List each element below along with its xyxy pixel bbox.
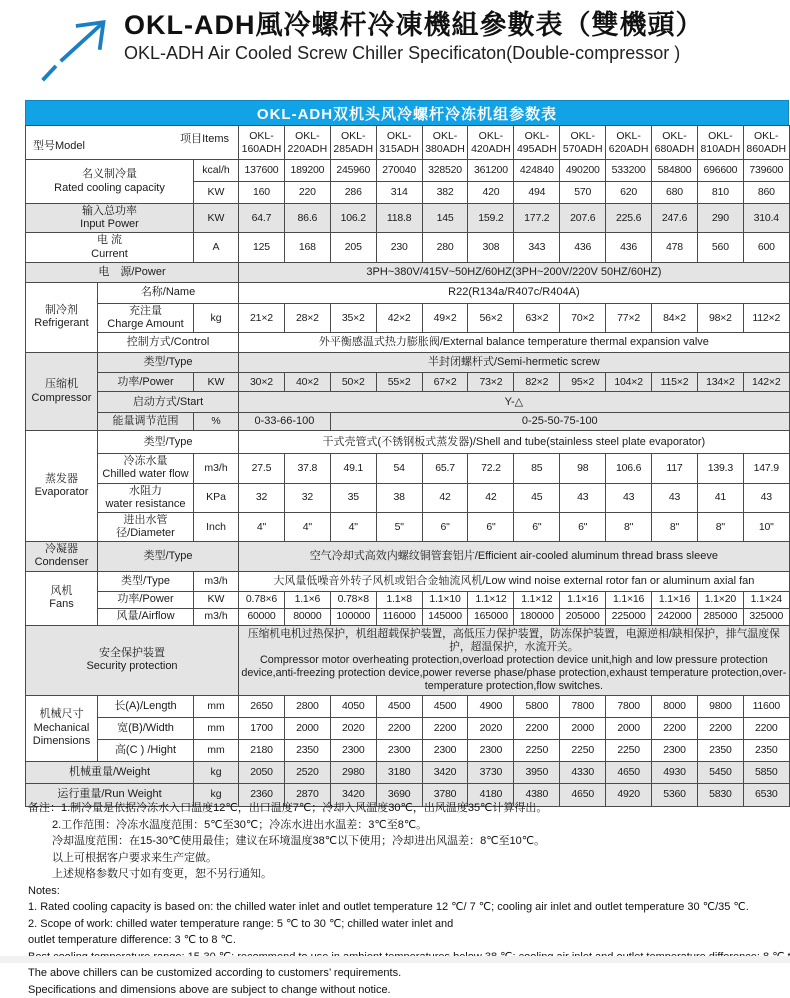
value-cell: 4930	[652, 761, 698, 783]
value-cell: 8"	[697, 512, 743, 541]
value-cell: 3420	[330, 783, 376, 806]
value-cell: 570	[560, 182, 606, 204]
unit-cell: m3/h	[194, 571, 239, 591]
value-cell: 6"	[560, 512, 606, 541]
row-label-length: 长(A)/Length	[98, 695, 194, 717]
note-line: 上述规格参数尺寸如有变更，恕不另行通知。	[28, 866, 773, 883]
unit-cell: mm	[194, 695, 239, 717]
unit-cell: KW	[194, 182, 239, 204]
value-cell: 165000	[468, 608, 514, 625]
value-cell: 4920	[606, 783, 652, 806]
value-cell: 115×2	[652, 373, 698, 392]
value-cell: 180000	[514, 608, 560, 625]
value-cell: 5"	[376, 512, 422, 541]
value-cell: 40×2	[284, 373, 330, 392]
value-cell: 436	[606, 233, 652, 262]
value-cell: 63×2	[514, 303, 560, 332]
value-cell: 106.2	[330, 204, 376, 233]
row-label-compressor-type: 类型/Type	[98, 353, 239, 373]
value-cell: 85	[514, 454, 560, 483]
value-cell: 8"	[606, 512, 652, 541]
value-cell: 100000	[330, 608, 376, 625]
value-cell: 95×2	[560, 373, 606, 392]
value-cell: 145000	[422, 608, 468, 625]
value-cell: 189200	[284, 160, 330, 182]
model-header-cell: OKL- 220ADH	[284, 126, 330, 160]
value-cell: 67×2	[422, 373, 468, 392]
value-cell: 5850	[743, 761, 789, 783]
value-cell: 310.4	[743, 204, 789, 233]
unit-cell: KW	[194, 204, 239, 233]
value-cell: 3780	[422, 783, 468, 806]
value-cell: 325000	[743, 608, 789, 625]
value-cell: 159.2	[468, 204, 514, 233]
value-cell: 42	[468, 483, 514, 512]
value-cell: 50×2	[330, 373, 376, 392]
value-cell: 308	[468, 233, 514, 262]
row-label-energy-adjust: 能量调节范围	[98, 413, 194, 431]
value-cell: 205	[330, 233, 376, 262]
row-label-current: 电 流 Current	[26, 233, 194, 262]
group-label-condenser: 冷凝器 Condenser	[26, 542, 98, 571]
value-cell: 205000	[560, 608, 606, 625]
value-cell: 168	[284, 233, 330, 262]
value-cell: 77×2	[606, 303, 652, 332]
note-line: The above chillers can be customized according to customers’ requirements.	[28, 965, 773, 982]
value-cell: 4330	[560, 761, 606, 783]
value-cell: 1700	[239, 717, 285, 739]
model-header-cell: OKL- 860ADH	[743, 126, 789, 160]
security-protection-value: 压缩机电机过热保护，机组超载保护装置，高低压力保护装置，防冻保护装置，电源逆相/缺相保护，排气温度保护，超温保护，水流开关。 Compressor motor overheating protection,overload protection device unit,high and low pressure protection device,anti-freezing protection device,power reverse phase/phase protection,exhaust temperature protection,over-temperature protection,flow switches.	[239, 625, 790, 695]
value-cell: 2000	[606, 717, 652, 739]
value-cell: 11600	[743, 695, 789, 717]
value-cell: 7800	[560, 695, 606, 717]
value-cell: 42	[422, 483, 468, 512]
spec-table	[25, 125, 790, 807]
value-cell: 424840	[514, 160, 560, 182]
value-cell: 70×2	[560, 303, 606, 332]
value-cell: 32	[284, 483, 330, 512]
value-cell: 1.1×24	[743, 591, 789, 608]
corner-items-label: 项目Items	[180, 133, 229, 146]
row-label-airflow: 风量/Airflow	[98, 608, 194, 625]
value-cell: 104×2	[606, 373, 652, 392]
value-cell: 0.78×8	[330, 591, 376, 608]
value-cell: 84×2	[652, 303, 698, 332]
value-cell: 3730	[468, 761, 514, 783]
row-label-condenser-type: 类型/Type	[98, 542, 239, 571]
page-title-zh: OKL-ADH風冷螺杆冷凍機組參數表（雙機頭）	[124, 10, 703, 41]
row-label-water-resistance: 水阻力 water resistance	[98, 483, 194, 512]
page-title-en: OKL-ADH Air Cooled Screw Chiller Specificaton(Double-compressor )	[124, 43, 703, 64]
model-header-cell: OKL- 570ADH	[560, 126, 606, 160]
value-cell: 1.1×12	[468, 591, 514, 608]
value-cell: 242000	[652, 608, 698, 625]
value-cell: 2200	[697, 717, 743, 739]
value-cell: 4"	[284, 512, 330, 541]
value-cell: 72.2	[468, 454, 514, 483]
value-cell: 680	[652, 182, 698, 204]
unit-cell: m3/h	[194, 454, 239, 483]
value-cell: 1.1×16	[606, 591, 652, 608]
value-cell: 2800	[284, 695, 330, 717]
row-label-weight: 机械重量/Weight	[26, 761, 194, 783]
model-header-cell: OKL- 160ADH	[239, 126, 285, 160]
unit-cell: KPa	[194, 483, 239, 512]
value-cell: 35	[330, 483, 376, 512]
value-cell: 139.3	[697, 454, 743, 483]
energy-adjust-value-b: 0-25-50-75-100	[330, 413, 789, 431]
value-cell: 2980	[330, 761, 376, 783]
value-cell: 42×2	[376, 303, 422, 332]
value-cell: 1.1×12	[514, 591, 560, 608]
value-cell: 2360	[239, 783, 285, 806]
value-cell: 125	[239, 233, 285, 262]
row-label-width: 宽(B)/Width	[98, 717, 194, 739]
value-cell: 2300	[330, 739, 376, 761]
value-cell: 3950	[514, 761, 560, 783]
value-cell: 420	[468, 182, 514, 204]
model-header-cell: OKL- 285ADH	[330, 126, 376, 160]
value-cell: 600	[743, 233, 789, 262]
value-cell: 160	[239, 182, 285, 204]
value-cell: 2180	[239, 739, 285, 761]
value-cell: 286	[330, 182, 376, 204]
value-cell: 177.2	[514, 204, 560, 233]
value-cell: 73×2	[468, 373, 514, 392]
value-cell: 43	[652, 483, 698, 512]
value-cell: 225000	[606, 608, 652, 625]
row-label-power-supply: 电 源/Power	[26, 262, 239, 282]
value-cell: 247.6	[652, 204, 698, 233]
value-cell: 8"	[652, 512, 698, 541]
model-header-cell: OKL- 680ADH	[652, 126, 698, 160]
evaporator-type-value: 干式壳管式(不锈钢板式蒸发器)/Shell and tube(stainless steel plate evaporator)	[239, 431, 790, 454]
unit-cell: kg	[194, 761, 239, 783]
value-cell: 27.5	[239, 454, 285, 483]
note-line: 2.工作范围：冷冻水温度范围：5℃至30℃；冷冻水进出水温差：3℃至8℃。	[28, 817, 773, 834]
value-cell: 2250	[514, 739, 560, 761]
value-cell: 49.1	[330, 454, 376, 483]
value-cell: 2520	[284, 761, 330, 783]
corner-header-cell	[26, 126, 239, 160]
model-header-cell: OKL- 620ADH	[606, 126, 652, 160]
value-cell: 739600	[743, 160, 789, 182]
value-cell: 4"	[239, 512, 285, 541]
row-label-control: 控制方式/Control	[98, 333, 239, 353]
compressor-type-value: 半封闭螺杆式/Semi-hermetic screw	[239, 353, 790, 373]
value-cell: 65.7	[422, 454, 468, 483]
value-cell: 6530	[743, 783, 789, 806]
model-header-cell: OKL- 315ADH	[376, 126, 422, 160]
value-cell: 54	[376, 454, 422, 483]
value-cell: 117	[652, 454, 698, 483]
condenser-type-value: 空气冷却式高效内螺纹铜管套铝片/Efficient air-cooled aluminum thread brass sleeve	[239, 542, 790, 571]
row-label-security-protection: 安全保护装置 Security protection	[26, 625, 239, 695]
value-cell: 6"	[422, 512, 468, 541]
up-right-arrow-icon	[30, 8, 118, 84]
value-cell: 620	[606, 182, 652, 204]
value-cell: 230	[376, 233, 422, 262]
value-cell: 0.78×6	[239, 591, 285, 608]
value-cell: 328520	[422, 160, 468, 182]
value-cell: 145	[422, 204, 468, 233]
value-cell: 2300	[376, 739, 422, 761]
value-cell: 106.6	[606, 454, 652, 483]
value-cell: 220	[284, 182, 330, 204]
spec-table-section	[25, 100, 789, 807]
note-line: 冷却温度范围：在15-30℃使用最佳；建议在环境温度38℃以下使用；冷却进出风温差：8℃至10℃。	[28, 833, 773, 850]
note-line: Notes:	[28, 883, 773, 900]
value-cell: 2200	[422, 717, 468, 739]
value-cell: 2250	[606, 739, 652, 761]
value-cell: 55×2	[376, 373, 422, 392]
title-block	[118, 6, 703, 64]
value-cell: 3180	[376, 761, 422, 783]
value-cell: 5830	[697, 783, 743, 806]
refrigerant-name-value: R22(R134a/R407c/R404A)	[239, 282, 790, 303]
value-cell: 60000	[239, 608, 285, 625]
value-cell: 245960	[330, 160, 376, 182]
value-cell: 38	[376, 483, 422, 512]
value-cell: 5360	[652, 783, 698, 806]
value-cell: 49×2	[422, 303, 468, 332]
group-label-refrigerant: 制冷剂 Refrigerant	[26, 282, 98, 352]
value-cell: 1.1×20	[697, 591, 743, 608]
value-cell: 10"	[743, 512, 789, 541]
row-label-refrigerant-name: 名称/Name	[98, 282, 239, 303]
group-label-compressor: 压缩机 Compressor	[26, 353, 98, 431]
value-cell: 4180	[468, 783, 514, 806]
control-value: 外平衡感温式热力膨胀阀/External balance temperature thermal expansion valve	[239, 333, 790, 353]
value-cell: 436	[560, 233, 606, 262]
row-label-compressor-power: 功率/Power	[98, 373, 194, 392]
group-label-fans: 风机 Fans	[26, 571, 98, 625]
value-cell: 290	[697, 204, 743, 233]
value-cell: 2870	[284, 783, 330, 806]
value-cell: 382	[422, 182, 468, 204]
unit-cell: mm	[194, 717, 239, 739]
fan-type-value: 大风量低噪音外转子风机或铝合金轴流风机/Low wind noise external rotor fan or aluminum axial fan	[239, 571, 790, 591]
group-label-evaporator: 蒸发器 Evaporator	[26, 431, 98, 542]
row-label-height: 高(C ) /Hight	[98, 739, 194, 761]
value-cell: 3690	[376, 783, 422, 806]
row-label-start-mode: 启动方式/Start	[98, 392, 239, 413]
value-cell: 2200	[743, 717, 789, 739]
value-cell: 30×2	[239, 373, 285, 392]
value-cell: 147.9	[743, 454, 789, 483]
value-cell: 134×2	[697, 373, 743, 392]
value-cell: 4900	[468, 695, 514, 717]
value-cell: 361200	[468, 160, 514, 182]
unit-cell: kg	[194, 303, 239, 332]
value-cell: 285000	[697, 608, 743, 625]
unit-cell: Inch	[194, 512, 239, 541]
corner-model-label: 型号Model	[33, 140, 85, 153]
value-cell: 2250	[560, 739, 606, 761]
value-cell: 1.1×8	[376, 591, 422, 608]
unit-cell: KW	[194, 591, 239, 608]
row-label-pipe-diameter: 进出水管径/Diameter	[98, 512, 194, 541]
value-cell: 1.1×10	[422, 591, 468, 608]
value-cell: 4500	[376, 695, 422, 717]
unit-cell: m3/h	[194, 608, 239, 625]
row-label-run-weight: 运行重量/Run Weight	[26, 783, 194, 806]
unit-cell: %	[194, 413, 239, 431]
value-cell: 860	[743, 182, 789, 204]
model-header-cell: OKL- 380ADH	[422, 126, 468, 160]
value-cell: 207.6	[560, 204, 606, 233]
value-cell: 533200	[606, 160, 652, 182]
model-header-cell: OKL- 810ADH	[697, 126, 743, 160]
value-cell: 494	[514, 182, 560, 204]
value-cell: 6"	[514, 512, 560, 541]
value-cell: 56×2	[468, 303, 514, 332]
value-cell: 4050	[330, 695, 376, 717]
unit-cell: kg	[194, 783, 239, 806]
value-cell: 45	[514, 483, 560, 512]
value-cell: 696600	[697, 160, 743, 182]
value-cell: 810	[697, 182, 743, 204]
value-cell: 2350	[697, 739, 743, 761]
value-cell: 2350	[284, 739, 330, 761]
value-cell: 2350	[743, 739, 789, 761]
note-line: outlet temperature difference: 3 ℃ to 8 ℃.	[28, 932, 773, 949]
value-cell: 64.7	[239, 204, 285, 233]
value-cell: 80000	[284, 608, 330, 625]
value-cell: 4650	[606, 761, 652, 783]
note-line: 备注：1.制冷量是依据冷冻水入口温度12℃，出口温度7℃；冷却入风温度30℃，出风温度35℃计算得出。	[28, 800, 773, 817]
document-header	[30, 6, 770, 92]
notes-section	[28, 800, 773, 998]
value-cell: 1.1×16	[652, 591, 698, 608]
value-cell: 21×2	[239, 303, 285, 332]
value-cell: 4650	[560, 783, 606, 806]
row-label-input-power: 输入总功率 Input Power	[26, 204, 194, 233]
table-caption: OKL-ADH双机头风冷螺杆冷冻机组参数表	[25, 100, 789, 125]
group-label-mechanical-dimensions: 机械尺寸 Mechanical Dimensions	[26, 695, 98, 761]
value-cell: 560	[697, 233, 743, 262]
value-cell: 32	[239, 483, 285, 512]
value-cell: 478	[652, 233, 698, 262]
value-cell: 9800	[697, 695, 743, 717]
value-cell: 1.1×6	[284, 591, 330, 608]
value-cell: 343	[514, 233, 560, 262]
value-cell: 4500	[422, 695, 468, 717]
value-cell: 314	[376, 182, 422, 204]
value-cell: 98	[560, 454, 606, 483]
value-cell: 6"	[468, 512, 514, 541]
note-line: 以上可根据客户要求来生产定做。	[28, 850, 773, 867]
value-cell: 5800	[514, 695, 560, 717]
value-cell: 2020	[468, 717, 514, 739]
value-cell: 43	[606, 483, 652, 512]
value-cell: 86.6	[284, 204, 330, 233]
model-header-cell: OKL- 420ADH	[468, 126, 514, 160]
value-cell: 3420	[422, 761, 468, 783]
row-label-evaporator-type: 类型/Type	[98, 431, 239, 454]
model-header-cell: OKL- 495ADH	[514, 126, 560, 160]
value-cell: 8000	[652, 695, 698, 717]
row-label-fan-power: 功率/Power	[98, 591, 194, 608]
row-label-charge-amount: 充注量 Charge Amount	[98, 303, 194, 332]
value-cell: 2300	[652, 739, 698, 761]
unit-cell: KW	[194, 373, 239, 392]
row-label-chilled-water-flow: 冷冻水量 Chilled water flow	[98, 454, 194, 483]
start-mode-value: Y-△	[239, 392, 790, 413]
value-cell: 2020	[330, 717, 376, 739]
value-cell: 2650	[239, 695, 285, 717]
value-cell: 270040	[376, 160, 422, 182]
note-line: 2. Scope of work: chilled water temperature range: 5 ℃ to 30 ℃; chilled water inlet and	[28, 916, 773, 933]
value-cell: 7800	[606, 695, 652, 717]
power-supply-value: 3PH~380V/415V~50HZ/60HZ(3PH~200V/220V 50HZ/60HZ)	[239, 262, 790, 282]
row-label-fan-type: 类型/Type	[98, 571, 194, 591]
value-cell: 2200	[514, 717, 560, 739]
value-cell: 112×2	[743, 303, 789, 332]
row-label-rated-cooling: 名义制冷量 Rated cooling capacity	[26, 160, 194, 204]
value-cell: 137600	[239, 160, 285, 182]
value-cell: 35×2	[330, 303, 376, 332]
value-cell: 82×2	[514, 373, 560, 392]
value-cell: 1.1×16	[560, 591, 606, 608]
value-cell: 584800	[652, 160, 698, 182]
value-cell: 37.8	[284, 454, 330, 483]
value-cell: 4"	[330, 512, 376, 541]
value-cell: 2300	[422, 739, 468, 761]
value-cell: 280	[422, 233, 468, 262]
unit-cell: kcal/h	[194, 160, 239, 182]
value-cell: 43	[560, 483, 606, 512]
value-cell: 5450	[697, 761, 743, 783]
value-cell: 490200	[560, 160, 606, 182]
unit-cell: A	[194, 233, 239, 262]
value-cell: 142×2	[743, 373, 789, 392]
value-cell: 2300	[468, 739, 514, 761]
value-cell: 2200	[376, 717, 422, 739]
page-bottom-strip	[0, 956, 790, 963]
value-cell: 2000	[284, 717, 330, 739]
value-cell: 2050	[239, 761, 285, 783]
value-cell: 2000	[560, 717, 606, 739]
value-cell: 43	[743, 483, 789, 512]
value-cell: 28×2	[284, 303, 330, 332]
value-cell: 2200	[652, 717, 698, 739]
unit-cell: mm	[194, 739, 239, 761]
energy-adjust-value-a: 0-33-66-100	[239, 413, 331, 431]
value-cell: 41	[697, 483, 743, 512]
value-cell: 116000	[376, 608, 422, 625]
note-line: Specifications and dimensions above are subject to change without notice.	[28, 982, 773, 998]
value-cell: 225.6	[606, 204, 652, 233]
value-cell: 118.8	[376, 204, 422, 233]
note-line: 1. Rated cooling capacity is based on: the chilled water inlet and outlet temperature 12 ℃/ 7 ℃; cooling air inlet and outlet temperature 30 ℃/35 ℃.	[28, 899, 773, 916]
value-cell: 4380	[514, 783, 560, 806]
value-cell: 98×2	[697, 303, 743, 332]
